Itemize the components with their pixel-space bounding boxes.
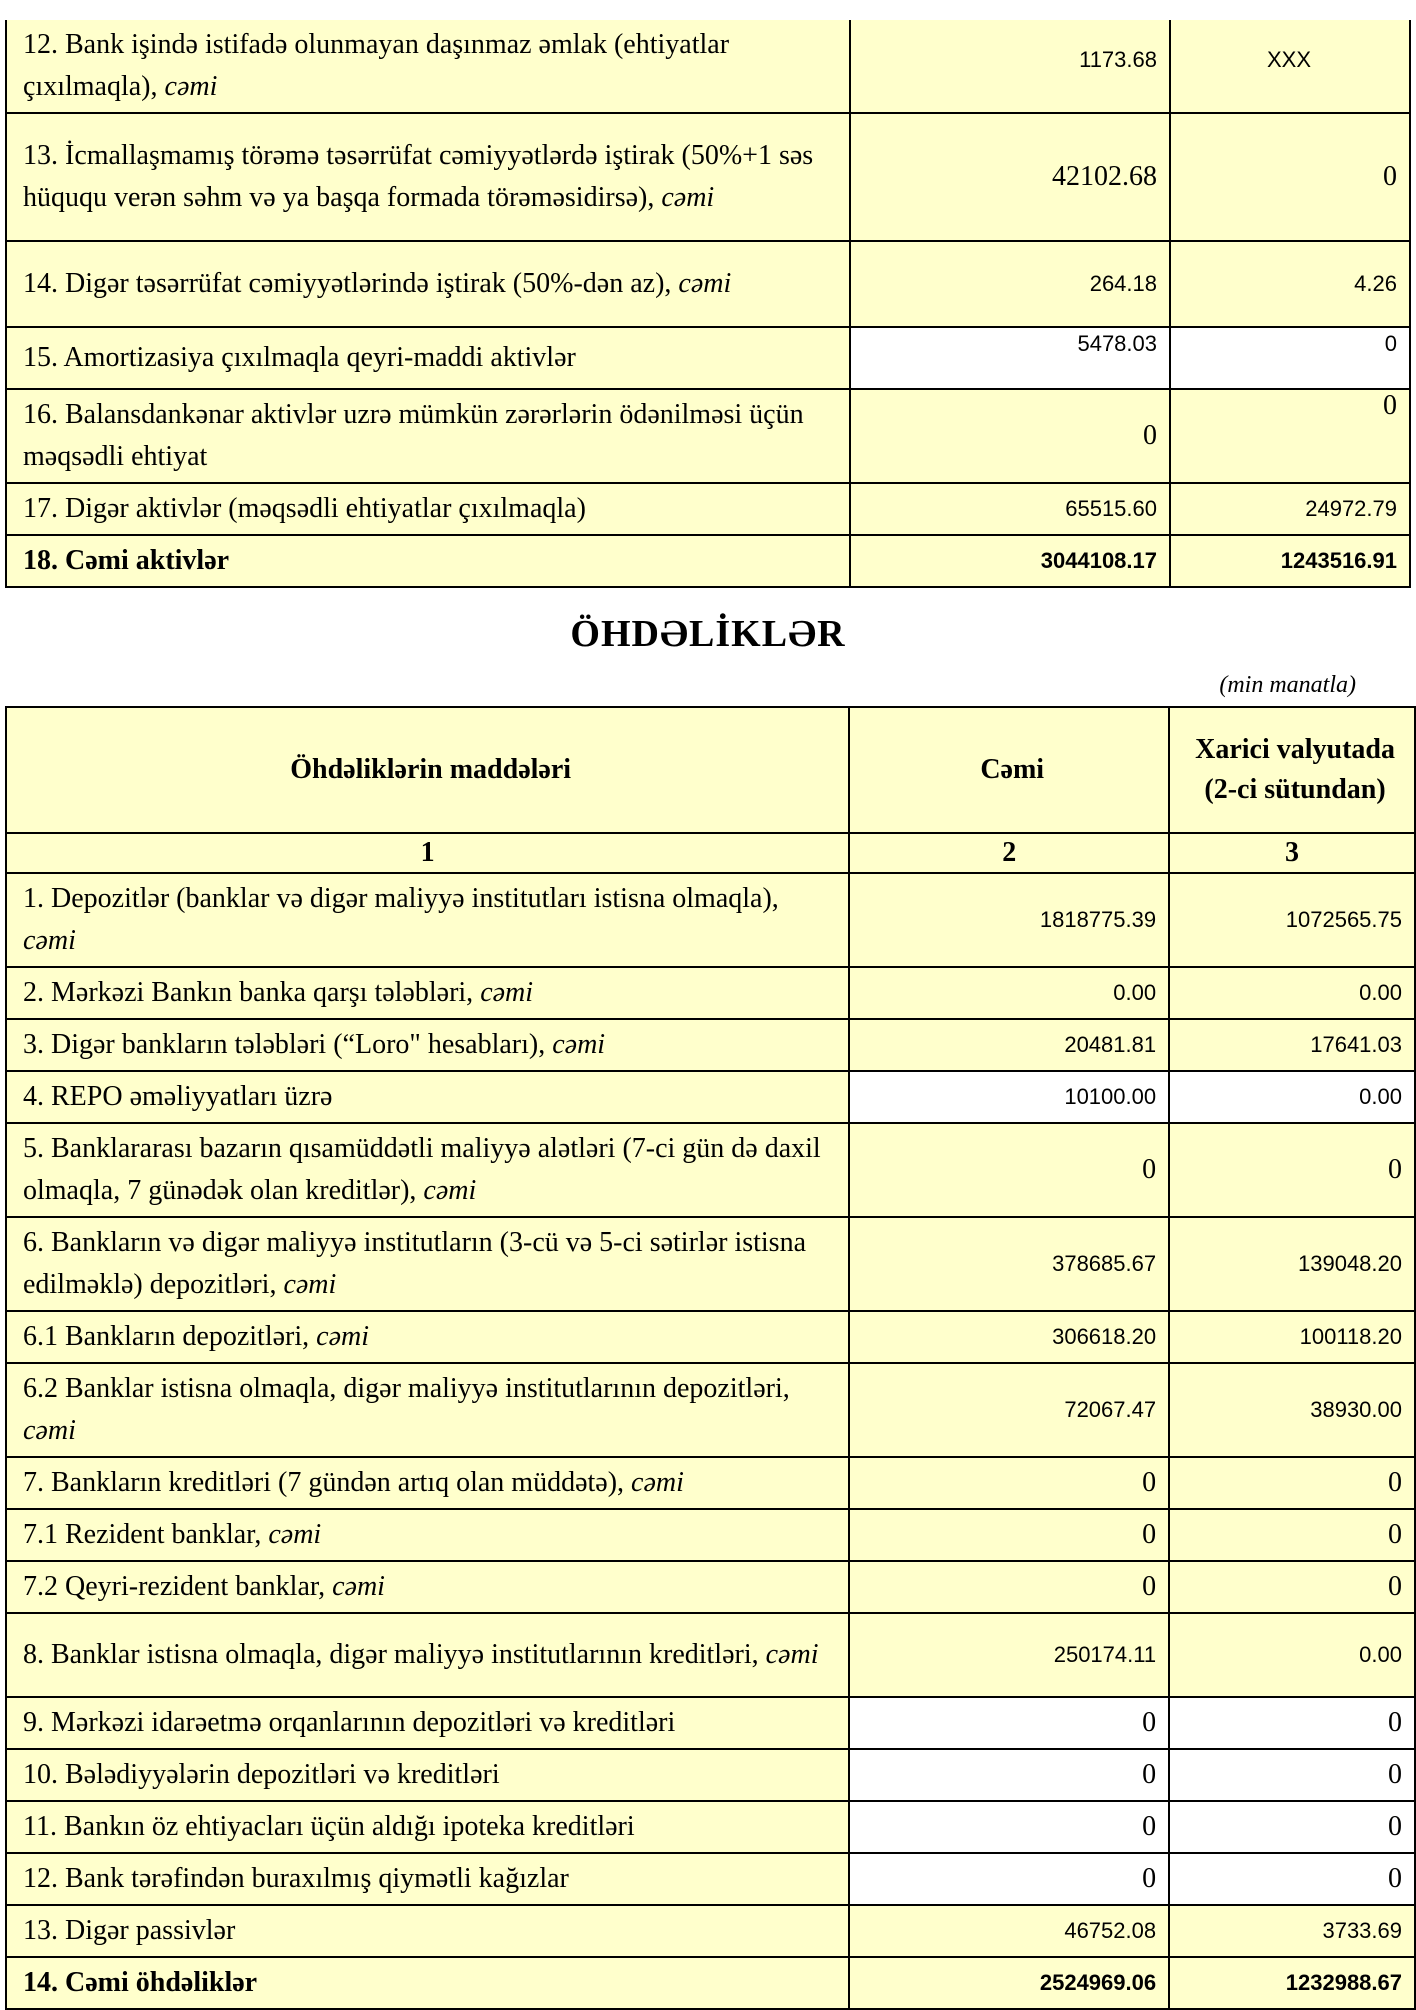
table-header-row bbox=[6, 707, 1415, 833]
table-row bbox=[6, 1561, 1415, 1613]
column-header: Öhdəliklərin maddələri bbox=[6, 707, 849, 833]
total-cell: 5478.03 bbox=[850, 327, 1170, 389]
row-label: 11. Bankın öz ehtiyacları üçün aldığı ipoteka kreditləri bbox=[6, 1801, 849, 1853]
table-row bbox=[6, 1217, 1415, 1311]
total-cell: 20481.81 bbox=[849, 1019, 1169, 1071]
row-label: 12. Bank işində istifadə olunmayan daşınmaz əmlak (ehtiyatlar çıxılmaqla), cəmi bbox=[6, 20, 850, 113]
column-number-row bbox=[6, 833, 1415, 873]
table-row bbox=[6, 389, 1410, 483]
foreign-cell: 38930.00 bbox=[1169, 1363, 1415, 1457]
total-cell: 10100.00 bbox=[849, 1071, 1169, 1123]
column-number: 1 bbox=[6, 833, 849, 873]
table-row bbox=[6, 535, 1410, 587]
table-row bbox=[6, 1749, 1415, 1801]
total-cell: 0 bbox=[849, 1509, 1169, 1561]
total-cell: 0.00 bbox=[849, 967, 1169, 1019]
row-label: 5. Banklararası bazarın qısamüddətli maliyyə alətləri (7-ci gün də daxil olmaqla, 7 günədək olan kreditlər), cəmi bbox=[6, 1123, 849, 1217]
table-row bbox=[6, 1457, 1415, 1509]
row-label: 15. Amortizasiya çıxılmaqla qeyri-maddi aktivlər bbox=[6, 327, 850, 389]
table-row bbox=[6, 1363, 1415, 1457]
foreign-cell: 0 bbox=[1169, 1561, 1415, 1613]
total-cell: 378685.67 bbox=[849, 1217, 1169, 1311]
row-label: 7.2 Qeyri-rezident banklar, cəmi bbox=[6, 1561, 849, 1613]
table-row bbox=[6, 1509, 1415, 1561]
total-cell: 264.18 bbox=[850, 241, 1170, 327]
row-label: 2. Mərkəzi Bankın banka qarşı tələbləri, cəmi bbox=[6, 967, 849, 1019]
table-row bbox=[6, 113, 1410, 241]
total-cell: 0 bbox=[849, 1853, 1169, 1905]
column-header: Xarici valyutada (2-ci sütundan) bbox=[1169, 707, 1415, 833]
row-label: 9. Mərkəzi idarəetmə orqanlarının depozitləri və kreditləri bbox=[6, 1697, 849, 1749]
table-row bbox=[6, 20, 1410, 113]
row-label: 6.1 Bankların depozitləri, cəmi bbox=[6, 1311, 849, 1363]
total-cell: 0 bbox=[849, 1123, 1169, 1217]
row-label: 14. Cəmi öhdəliklər bbox=[6, 1957, 849, 2009]
foreign-cell: 0 bbox=[1170, 327, 1410, 389]
total-cell: 306618.20 bbox=[849, 1311, 1169, 1363]
table-row bbox=[6, 1613, 1415, 1697]
table-row bbox=[6, 873, 1415, 967]
unit-note: (min manatla) bbox=[1219, 672, 1356, 698]
foreign-cell: 0 bbox=[1169, 1749, 1415, 1801]
row-label: 4. REPO əməliyyatları üzrə bbox=[6, 1071, 849, 1123]
table-row bbox=[6, 241, 1410, 327]
table-row bbox=[6, 327, 1410, 389]
total-cell: 42102.68 bbox=[850, 113, 1170, 241]
row-label: 14. Digər təsərrüfat cəmiyyətlərində iştirak (50%-dən az), cəmi bbox=[6, 241, 850, 327]
foreign-cell: 0.00 bbox=[1169, 1071, 1415, 1123]
foreign-cell: 0 bbox=[1169, 1509, 1415, 1561]
row-label: 1. Depozitlər (banklar və digər maliyyə institutları istisna olmaqla), cəmi bbox=[6, 873, 849, 967]
assets-table bbox=[5, 20, 1411, 588]
column-number: 3 bbox=[1169, 833, 1415, 873]
row-label: 6.2 Banklar istisna olmaqla, digər maliyyə institutlarının depozitləri, cəmi bbox=[6, 1363, 849, 1457]
total-cell: 0 bbox=[849, 1561, 1169, 1613]
foreign-cell: 100118.20 bbox=[1169, 1311, 1415, 1363]
foreign-cell: 0 bbox=[1169, 1853, 1415, 1905]
column-header: Cəmi bbox=[849, 707, 1169, 833]
total-cell: 0 bbox=[850, 389, 1170, 483]
table-row bbox=[6, 483, 1410, 535]
total-cell: 72067.47 bbox=[849, 1363, 1169, 1457]
total-cell: 1818775.39 bbox=[849, 873, 1169, 967]
total-cell: 0 bbox=[849, 1749, 1169, 1801]
foreign-cell: 0 bbox=[1169, 1123, 1415, 1217]
foreign-cell: 4.26 bbox=[1170, 241, 1410, 327]
total-cell: 250174.11 bbox=[849, 1613, 1169, 1697]
total-cell: 65515.60 bbox=[850, 483, 1170, 535]
table-row bbox=[6, 1697, 1415, 1749]
total-cell: 2524969.06 bbox=[849, 1957, 1169, 2009]
row-label: 10. Bələdiyyələrin depozitləri və kreditləri bbox=[6, 1749, 849, 1801]
row-label: 3. Digər bankların tələbləri (“Loro" hesabları), cəmi bbox=[6, 1019, 849, 1071]
table-row bbox=[6, 1311, 1415, 1363]
liabilities-table bbox=[5, 706, 1416, 2010]
total-cell: 1173.68 bbox=[850, 20, 1170, 113]
row-label: 12. Bank tərəfindən buraxılmış qiymətli kağızlar bbox=[6, 1853, 849, 1905]
table-row bbox=[6, 1801, 1415, 1853]
foreign-cell: XXX bbox=[1170, 20, 1410, 113]
total-cell: 0 bbox=[849, 1697, 1169, 1749]
row-label: 18. Cəmi aktivlər bbox=[6, 535, 850, 587]
column-number: 2 bbox=[849, 833, 1169, 873]
table-row bbox=[6, 1019, 1415, 1071]
total-cell: 3044108.17 bbox=[850, 535, 1170, 587]
row-label: 17. Digər aktivlər (məqsədli ehtiyatlar çıxılmaqla) bbox=[6, 483, 850, 535]
row-label: 13. İcmallaşmamış törəmə təsərrüfat cəmiyyətlərdə iştirak (50%+1 səs hüququ verən səhm və ya başqa formada törəməsidirsə), cəmi bbox=[6, 113, 850, 241]
foreign-cell: 139048.20 bbox=[1169, 1217, 1415, 1311]
foreign-cell: 3733.69 bbox=[1169, 1905, 1415, 1957]
foreign-cell: 0 bbox=[1169, 1697, 1415, 1749]
foreign-cell: 0.00 bbox=[1169, 1613, 1415, 1697]
foreign-cell: 0 bbox=[1169, 1801, 1415, 1853]
row-label: 13. Digər passivlər bbox=[6, 1905, 849, 1957]
foreign-cell: 1072565.75 bbox=[1169, 873, 1415, 967]
row-label: 6. Bankların və digər maliyyə institutların (3-cü və 5-ci sətirlər istisna edilməklə) depozitləri, cəmi bbox=[6, 1217, 849, 1311]
foreign-cell: 1243516.91 bbox=[1170, 535, 1410, 587]
total-cell: 0 bbox=[849, 1457, 1169, 1509]
total-cell: 46752.08 bbox=[849, 1905, 1169, 1957]
foreign-cell: 24972.79 bbox=[1170, 483, 1410, 535]
row-label: 7.1 Rezident banklar, cəmi bbox=[6, 1509, 849, 1561]
row-label: 7. Bankların kreditləri (7 gündən artıq olan müddətə), cəmi bbox=[6, 1457, 849, 1509]
foreign-cell: 0.00 bbox=[1169, 967, 1415, 1019]
table-row bbox=[6, 1071, 1415, 1123]
section-title: ÖHDƏLİKLƏR bbox=[570, 613, 846, 655]
table-row bbox=[6, 1957, 1415, 2009]
table-row bbox=[6, 1853, 1415, 1905]
table-row bbox=[6, 1905, 1415, 1957]
foreign-cell: 0 bbox=[1169, 1457, 1415, 1509]
foreign-cell: 1232988.67 bbox=[1169, 1957, 1415, 2009]
foreign-cell: 0 bbox=[1170, 113, 1410, 241]
foreign-cell: 17641.03 bbox=[1169, 1019, 1415, 1071]
table-row bbox=[6, 967, 1415, 1019]
row-label: 16. Balansdankənar aktivlər uzrə mümkün zərərlərin ödənilməsi üçün məqsədli ehtiyat bbox=[6, 389, 850, 483]
total-cell: 0 bbox=[849, 1801, 1169, 1853]
row-label: 8. Banklar istisna olmaqla, digər maliyyə institutlarının kreditləri, cəmi bbox=[6, 1613, 849, 1697]
foreign-cell: 0 bbox=[1170, 389, 1410, 483]
table-row bbox=[6, 1123, 1415, 1217]
